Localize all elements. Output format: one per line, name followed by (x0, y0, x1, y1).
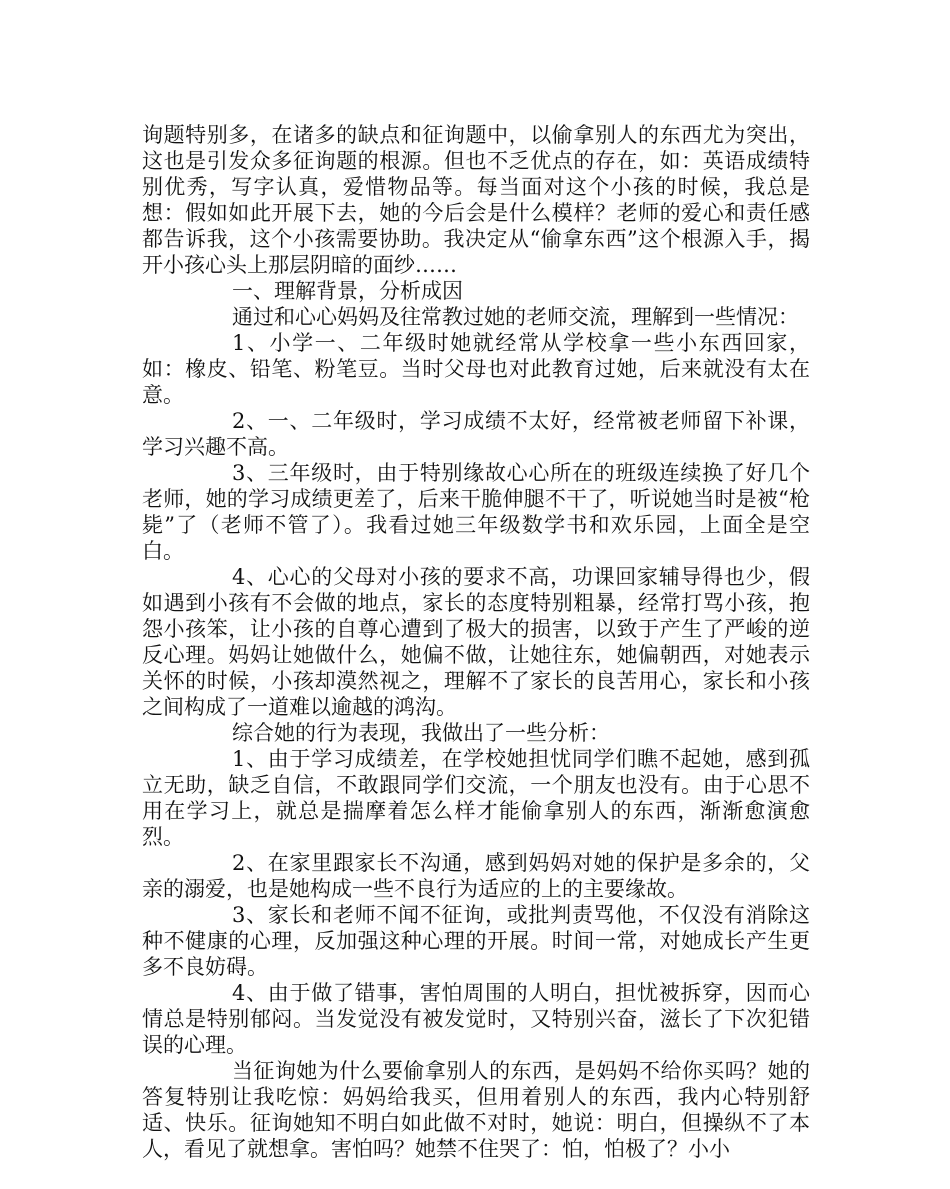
analysis-item-4: 4、由于做了错事，害怕周围的人明白，担忧被拆穿，因而心情总是特别郁闷。当发觉没有被发觉时，又特别兴奋，滋长了下次犯错误的心理。 (142, 981, 810, 1057)
analysis-item-2: 2、在家里跟家长不沟通，感到妈妈对她的保护是多余的，父亲的溺爱，也是她构成一些不良行为适应的上的主要缘故。 (142, 851, 810, 901)
paragraph-1: 询题特别多，在诸多的缺点和征询题中，以偷拿别人的东西尤为突出，这也是引发众多征询题的根源。但也不乏优点的存在，如：英语成绩特别优秀，写字认真，爱惜物品等。每当面对这个小孩的时候，我总是想：假如如此开展下去，她的今后会是什么模样？老师的爱心和责任感都告诉我，这个小孩需要协助。我决定从“偷拿东西”这个根源入手，揭开小孩心头上那层阴暗的面纱…… (142, 123, 810, 277)
paragraph-intro-analysis: 综合她的行为表现，我做出了一些分析： (232, 721, 610, 745)
paragraph-intro-situation: 通过和心心妈妈及往常教过她的老师交流，理解到一些情况： (232, 305, 799, 329)
document-page (142, 122, 810, 1162)
situation-item-3: 3、三年级时，由于特别缘故心心所在的班级连续换了好几个老师，她的学习成绩更差了，后来干脆伸腿不干了，听说她当时是被“枪毙”了（老师不管了）。我看过她三年级数学书和欢乐园，上面全是空白。 (142, 461, 810, 563)
analysis-item-3: 3、家长和老师不闻不征询，或批判责骂他，不仅没有消除这种不健康的心理，反加强这种心理的开展。时间一常，对她成长产生更多不良妨碍。 (142, 903, 810, 979)
situation-item-2: 2、一、二年级时，学习成绩不太好，经常被老师留下补课，学习兴趣不高。 (142, 409, 810, 459)
situation-item-1: 1、小学一、二年级时她就经常从学校拿一些小东西回家，如：橡皮、铅笔、粉笔豆。当时父母也对此教育过她，后来就没有太在意。 (142, 331, 810, 407)
situation-item-4: 4、心心的父母对小孩的要求不高，功课回家辅导得也少，假如遇到小孩有不会做的地点，家长的态度特别粗暴，经常打骂小孩，抱怨小孩笨，让小孩的自尊心遭到了极大的损害，以致于产生了严峻的逆反心理。妈妈让她做什么，她偏不做，让她往东，她偏朝西，对她表示关怀的时候，小孩却漠然视之，理解不了家长的良苦用心，家长和小孩之间构成了一道难以逾越的鸿沟。 (142, 565, 810, 719)
paragraph-conversation: 当征询她为什么要偷拿别人的东西，是妈妈不给你买吗？她的答复特别让我吃惊：妈妈给我买，但用着别人的东西，我内心特别舒适、快乐。征询她知不明白如此做不对时，她说：明白，但操纵不了本人，看见了就想拿。害怕吗？她禁不住哭了：怕，怕极了？小小 (142, 1059, 810, 1161)
section-heading-background: 一、理解背景，分析成因 (232, 279, 463, 303)
analysis-item-1: 1、由于学习成绩差，在学校她担忧同学们瞧不起她，感到孤立无助，缺乏自信，不敢跟同学们交流，一个朋友也没有。由于心思不用在学习上，就总是揣摩着怎么样才能偷拿别人的东西，渐渐愈演愈烈。 (142, 747, 810, 849)
